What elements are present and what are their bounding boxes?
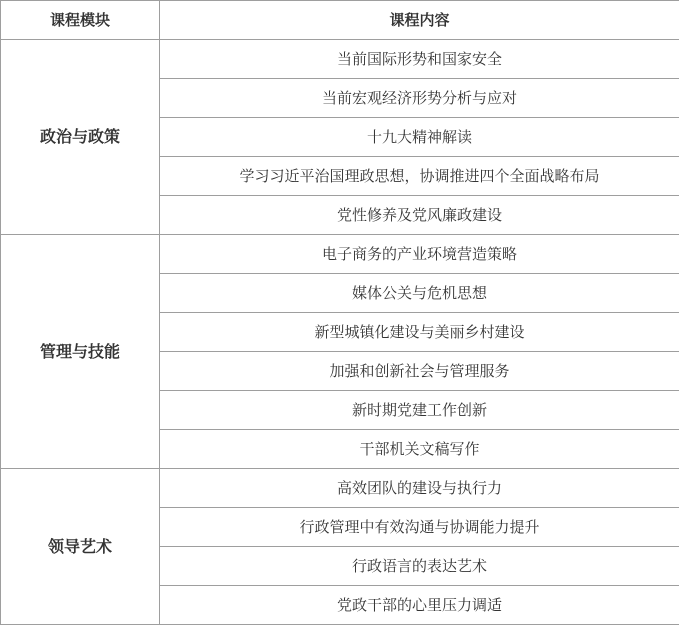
course-cell: 当前宏观经济形势分析与应对 (160, 79, 679, 118)
course-cell: 学习习近平治国理政思想，协调推进四个全面战略布局 (160, 157, 679, 196)
course-cell: 新时期党建工作创新 (160, 391, 679, 430)
course-cell: 党政干部的心里压力调适 (160, 586, 679, 625)
course-cell: 当前国际形势和国家安全 (160, 40, 679, 79)
header-row (1, 1, 679, 40)
course-cell: 媒体公关与危机思想 (160, 274, 679, 313)
course-cell: 十九大精神解读 (160, 118, 679, 157)
course-cell: 电子商务的产业环境营造策略 (160, 235, 679, 274)
course-cell: 党性修养及党风廉政建设 (160, 196, 679, 235)
header-module: 课程模块 (1, 1, 160, 40)
course-cell: 干部机关文稿写作 (160, 430, 679, 469)
table-row (1, 40, 679, 79)
table-row (1, 469, 679, 508)
course-cell: 新型城镇化建设与美丽乡村建设 (160, 313, 679, 352)
header-content: 课程内容 (160, 1, 679, 40)
module-cell-politics: 政治与政策 (1, 40, 160, 235)
course-cell: 加强和创新社会与管理服务 (160, 352, 679, 391)
table-row (1, 235, 679, 274)
course-cell: 高效团队的建设与执行力 (160, 469, 679, 508)
module-cell-management: 管理与技能 (1, 235, 160, 469)
course-cell: 行政语言的表达艺术 (160, 547, 679, 586)
module-cell-leadership: 领导艺术 (1, 469, 160, 625)
course-cell: 行政管理中有效沟通与协调能力提升 (160, 508, 679, 547)
